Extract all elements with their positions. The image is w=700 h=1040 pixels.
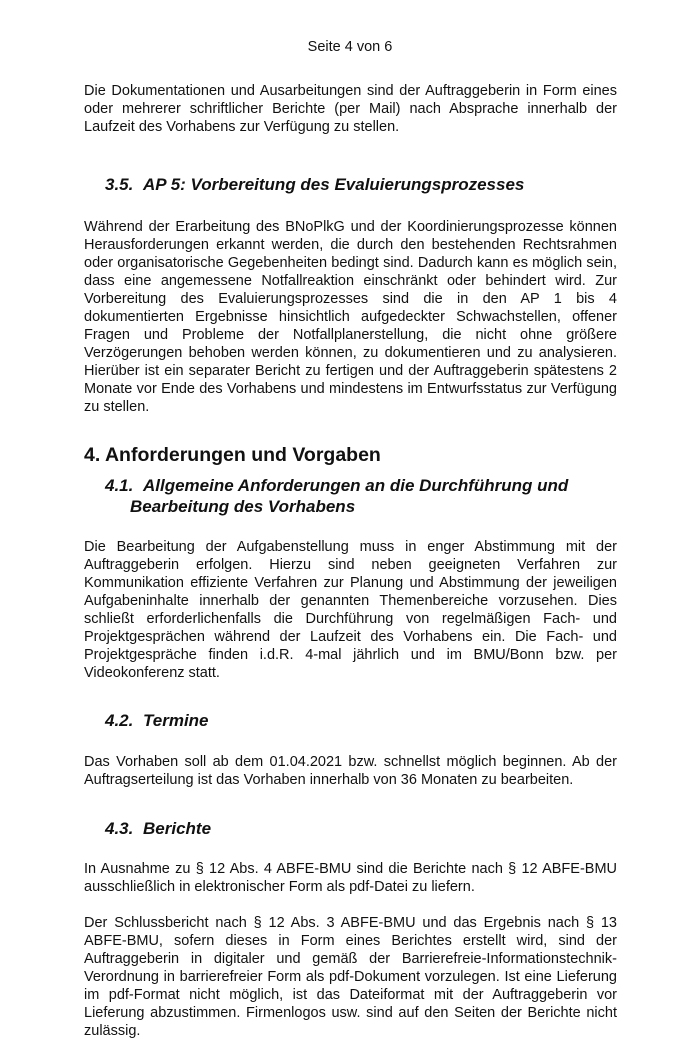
paragraph-4-3-a: In Ausnahme zu § 12 Abs. 4 ABFE-BMU sind die Berichte nach § 12 ABFE-BMU ausschließlich in elektronischer Form als pdf-Datei zu liefern. (84, 861, 617, 895)
document-body (84, 82, 617, 1040)
paragraph-4-2: Das Vorhaben soll ab dem 01.04.2021 bzw. schnellst möglich beginnen. Ab der Auftragserteilung ist das Vorhaben innerhalb von 36 Monaten zu bearbeiten. (84, 754, 617, 788)
heading-4-2 (84, 710, 617, 731)
heading-4: 4. Anforderungen und Vorgaben (84, 444, 381, 466)
heading-3-5 (84, 174, 617, 195)
heading-4-2-title: Termine (143, 711, 209, 730)
heading-3-5-title: AP 5: Vorbereitung des Evaluierungsprozesses (143, 175, 525, 194)
heading-4-3 (84, 818, 617, 839)
heading-4-3-title: Berichte (143, 819, 212, 838)
heading-3-5-number: 3.5. (105, 175, 134, 194)
page-number: Seite 4 von 6 (307, 39, 393, 55)
heading-4-1-number: 4.1. (105, 476, 134, 495)
intro-paragraph: Die Dokumentationen und Ausarbeitungen sind der Auftraggeberin in Form eines oder mehrerer schriftlicher Berichte (per Mail) nach Absprache innerhalb der Laufzeit des Vorhabens zur Verfügung zu stellen. (84, 83, 617, 135)
heading-4-2-number: 4.2. (105, 711, 134, 730)
heading-4-1-title-line2: Bearbeitung des Vorhabens (130, 497, 356, 516)
paragraph-3-5: Während der Erarbeitung des BNoPlkG und der Koordinierungsprozesse können Herausforderungen erkannt werden, die durch den bestehenden Rechtsrahmen oder organisatorische Gegebenheiten bedingt sind. Dadurch kann es möglich sein, dass eine angemessene Notfallreaktion einschränkt oder behindert wird. Zur Vorbereitung des Evaluierungsprozesses sind die in den AP 1 bis 4 dokumentierten Ergebnisse hinsichtlich aufgedeckter Schwachstellen, offener Fragen und Probleme der Notfallplanerstellung, die nicht ohne größere Verzögerungen behoben werden können, zu dokumentieren und zu analysieren. Hierüber ist ein separater Bericht zu fertigen und der Auftraggeberin spätestens 2 Monate vor Ende des Vorhabens und mindestens im Entwurfsstatus zur Verfügung zu stellen. (84, 219, 617, 415)
paragraph-4-3-b: Der Schlussbericht nach § 12 Abs. 3 ABFE-BMU und das Ergebnis nach § 13 ABFE-BMU, sofern dieses in Form eines Berichtes erstellt wird, sind der Auftraggeberin in digitaler und gemäß der Barrierefreie-Informationstechnik-Verordnung in barrierefreier Form als pdf-Dokument vorzulegen. Ist eine Lieferung im pdf-Format nicht möglich, ist das Dateiformat mit der Auftraggeberin vor Lieferung abzustimmen. Firmenlogos usw. sind auf den Seiten der Berichte nicht zulässig. (84, 915, 617, 1039)
heading-4-1-title-line1: Allgemeine Anforderungen an die Durchführung und (143, 476, 569, 495)
paragraph-4-1: Die Bearbeitung der Aufgabenstellung muss in enger Abstimmung mit der Auftraggeberin erfolgen. Hierzu sind neben geeigneten Verfahren zur Kommunikation effiziente Verfahren zur Planung und Abstimmung der jeweiligen Aufgabeninhalte innerhalb der genannten Themenbereiche vorzusehen. Dies schließt erforderlichenfalls die Durchführung von regelmäßigen Fach- und Projektgesprächen während der Laufzeit des Vorhabens ein. Die Fach- und Projektgespräche finden i.d.R. 4-mal jährlich und im BMU/Bonn bzw. per Videokonferenz statt. (84, 539, 617, 681)
heading-4-3-number: 4.3. (105, 819, 134, 838)
heading-4-1 (84, 475, 617, 517)
